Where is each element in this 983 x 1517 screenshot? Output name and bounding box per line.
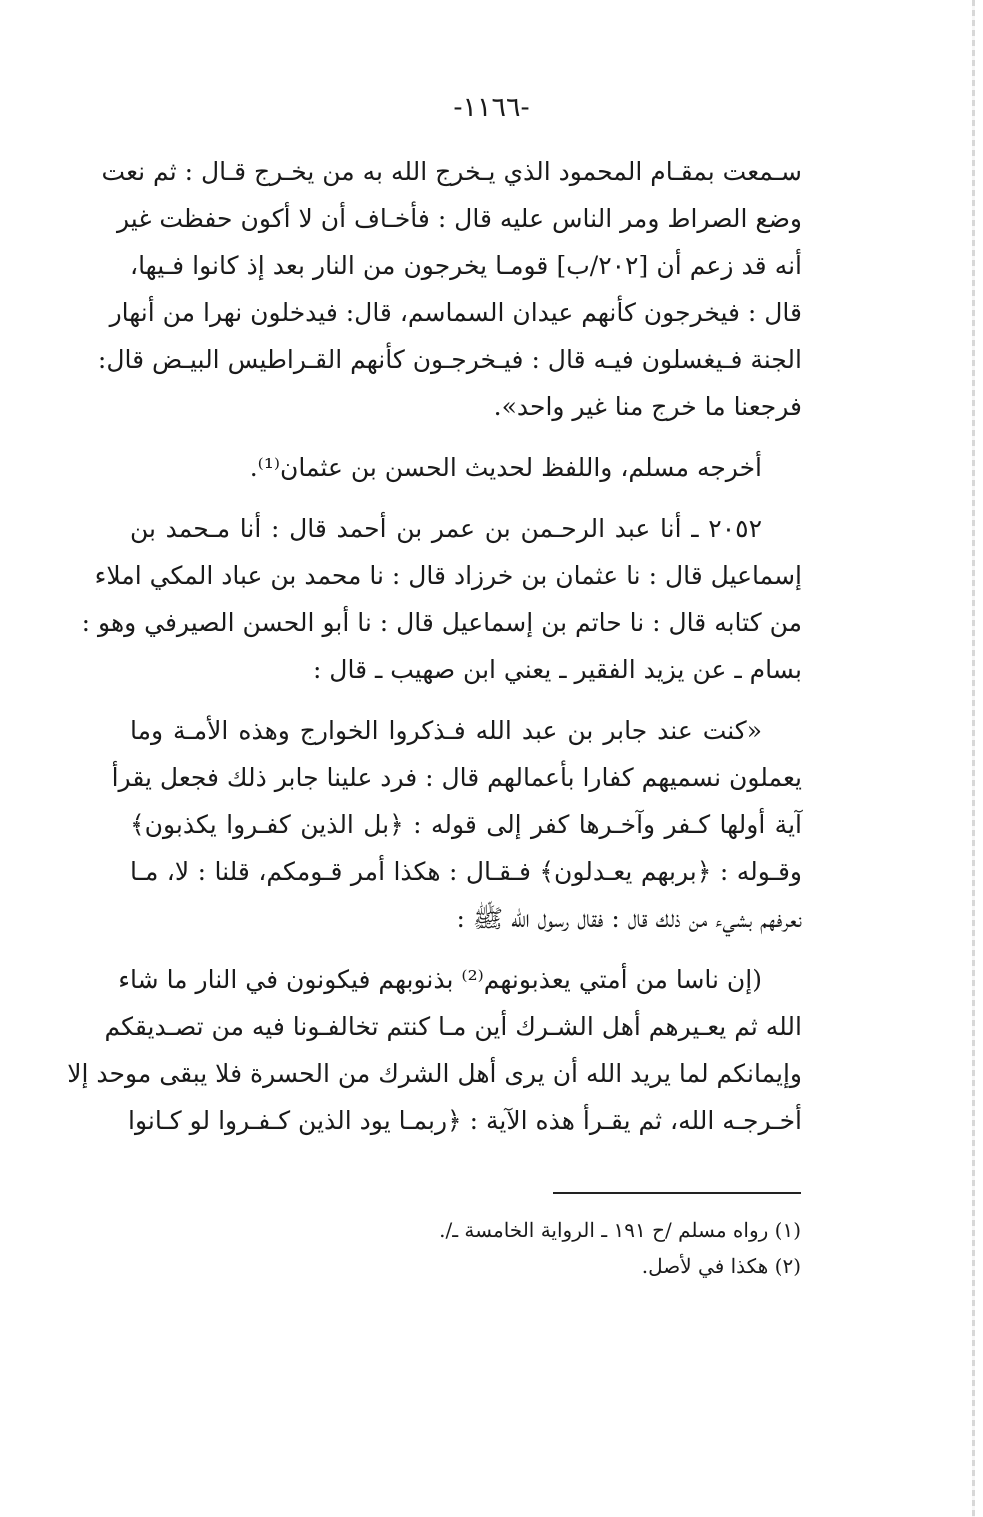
- footnote-divider: [553, 1192, 801, 1194]
- text-line: سـمعت بمقـام المحمود الذي يـخرج الله به من يخـرج قـال : ثم نعت: [101, 157, 802, 186]
- paragraph-5: [67, 956, 802, 1144]
- text-line: قال : فيخرجون كأنهم عيدان السماسم، قال: فيدخلون نهرا من أنهار: [109, 298, 802, 327]
- text-line: أخرجه مسلم، واللفظ لحديث الحسن بن عثمان⁽¹⁾.: [249, 453, 762, 482]
- footnote-2: (٢) هكذا في لأصل.: [641, 1254, 801, 1278]
- paragraph-2: [130, 444, 802, 491]
- text-line: فرجعنا ما خرج منا غير واحد».: [493, 392, 802, 421]
- text-line: من كتابه قال : نا حاتم بن إسماعيل قال : نا أبو الحسن الصيرفي وهو :: [81, 608, 802, 637]
- paragraph-4: [111, 707, 802, 942]
- text-line: وإيمانكم لما يريد الله أن يرى أهل الشرك من الحسرة فلا يبقى موحد إلا: [67, 1059, 802, 1088]
- text-line: بسام ـ عن يزيد الفقير ـ يعني ابن صهيب ـ قال :: [312, 655, 802, 684]
- text-line: أخـرجـه الله، ثم يقـرأ هذه الآية : ﴿ربمـا يود الذين كـفـروا لو كـانوا: [128, 1106, 802, 1135]
- main-text: [67, 148, 802, 1158]
- text-line: الله ثم يعـيرهم أهل الشـرك أين مـا كنتم تخالفـونا فيه من تصـديقكم: [104, 1012, 802, 1041]
- text-line: أنه قد زعم أن [٢٠٢/ب] قومـا يخرجون من النار بعد إذ كانوا فـيها،: [130, 251, 802, 280]
- text-line: «كنت عند جابر بن عبد الله فـذكروا الخوارج وهذه الأمـة وما: [130, 716, 762, 745]
- text-line: (إن ناسا من أمتي يعذبونهم⁽²⁾ بذنوبهم فيكونون في النار ما شاء: [118, 965, 762, 994]
- text-line: ٢٠٥٢ ـ أنا عبد الرحـمن بن عمر بن أحمد قال : أنا مـحمد بن: [130, 514, 762, 543]
- text-line: يعملون نسميهم كفارا بأعمالهم قال : فرد علينا جابر ذلك فجعل يقرأ: [111, 763, 802, 792]
- paragraph-3: [81, 505, 802, 693]
- footnote-1: (١) رواه مسلم /ح ١٩١ ـ الرواية الخامسة ـ/.: [439, 1218, 801, 1242]
- scan-edge-artifact: [972, 0, 975, 1517]
- page-number: -١١٦٦-: [453, 92, 530, 123]
- text-line: آية أولها كـفر وآخـرها كفر إلى قوله : ﴿بل الذين كفـروا يكذبون﴾: [130, 810, 802, 839]
- text-line: إسماعيل قال : نا عثمان بن خرزاد قال : نا محمد بن عباد المكي املاء: [94, 561, 802, 590]
- text-line: الجنة فـيغسلون فيـه قال : فيـخرجـون كأنهم القـراطيس البيـض قال:: [97, 345, 802, 374]
- text-line: وضع الصراط ومر الناس عليه قال : فأخـاف أن لا أكون حفظت غير: [117, 204, 802, 233]
- paragraph-1: [97, 148, 802, 430]
- text-line: وقـوله : ﴿بربهم يعـدلون﴾ فـقـال : هكذا أمر قـومكم، قلنا : لا، مـا: [130, 857, 802, 886]
- text-line: نعرفهم بشيء من ذلك قال : فقال رسول الله ﷺ :: [456, 904, 802, 933]
- footnotes: [281, 1212, 801, 1284]
